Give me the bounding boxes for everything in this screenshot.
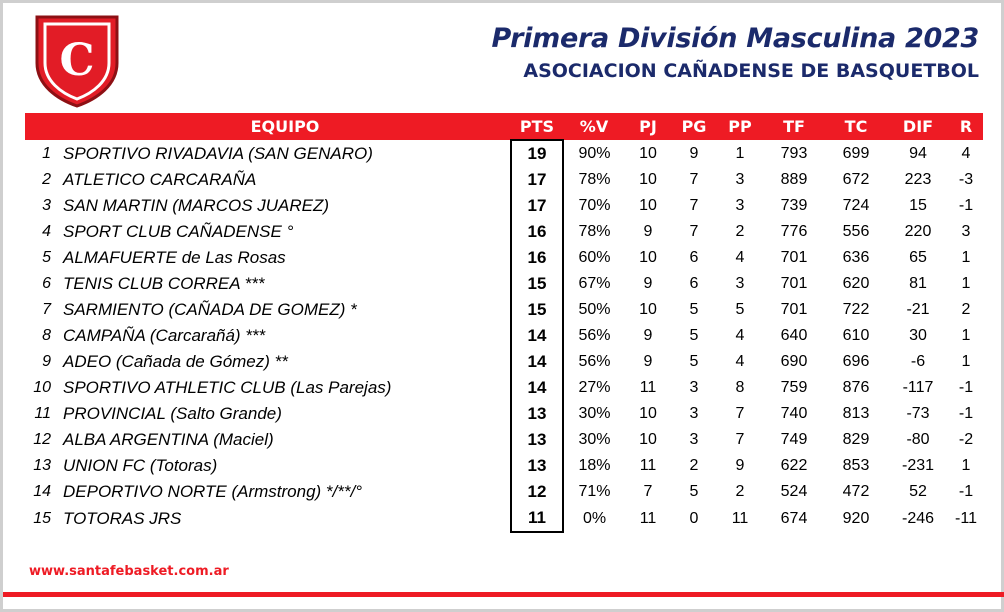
table-row (25, 349, 983, 375)
row-pts: 16 (511, 245, 563, 271)
row-tc: 696 (842, 353, 870, 370)
page-title: Primera División Masculina 2023 (491, 23, 979, 54)
row-tc: 724 (842, 197, 870, 214)
row-tc: 699 (842, 144, 870, 162)
row-pp: 7 (735, 431, 745, 448)
col-pg: PG (671, 113, 717, 140)
row-position: 1 (42, 144, 51, 162)
row-pj: 7 (643, 483, 653, 500)
row-team-name: ADEO (Cañada de Gómez) ** (63, 352, 288, 371)
row-pg: 0 (689, 509, 699, 527)
row-dif: -6 (910, 353, 926, 370)
row-pj: 9 (643, 223, 653, 240)
row-tc: 853 (842, 457, 870, 474)
standings-table-wrap (25, 113, 983, 533)
row-team-name: ATLETICO CARCARAÑA (63, 170, 257, 189)
col-win-pct: %V (563, 113, 625, 140)
row-pg: 3 (689, 405, 699, 422)
row-team-name: SPORTIVO ATHLETIC CLUB (Las Parejas) (63, 378, 392, 397)
row-pp: 4 (735, 327, 745, 344)
club-crest-icon (31, 13, 123, 109)
row-win-pct: 60% (578, 249, 611, 266)
row-pts: 16 (511, 219, 563, 245)
row-team-name: ALBA ARGENTINA (Maciel) (63, 430, 274, 449)
row-position: 11 (34, 405, 51, 422)
row-r: -3 (958, 171, 974, 188)
row-pg: 3 (689, 431, 699, 448)
row-r: -1 (958, 379, 974, 396)
row-pp: 3 (735, 171, 745, 188)
row-pj: 10 (639, 171, 657, 188)
row-position: 3 (42, 197, 51, 214)
row-win-pct: 18% (578, 457, 611, 474)
table-row (25, 167, 983, 193)
row-tc: 610 (842, 327, 870, 344)
row-pts: 17 (511, 193, 563, 219)
row-dif: -80 (906, 431, 930, 448)
col-dif: DIF (887, 113, 949, 140)
row-r: -11 (955, 509, 977, 527)
row-pj: 9 (643, 275, 653, 292)
row-pp: 4 (735, 249, 745, 266)
col-position (25, 113, 59, 140)
row-win-pct: 71% (578, 483, 611, 500)
row-tf: 793 (780, 144, 808, 162)
row-dif: 15 (909, 197, 927, 214)
row-tc: 556 (842, 223, 870, 240)
row-position: 15 (33, 509, 51, 527)
row-pj: 11 (639, 457, 657, 474)
col-r: R (949, 113, 983, 140)
row-pj: 11 (639, 379, 657, 396)
row-pg: 5 (689, 483, 699, 500)
row-tf: 701 (780, 275, 808, 292)
row-r: 4 (961, 144, 971, 162)
row-win-pct: 56% (578, 353, 611, 370)
table-row (25, 505, 983, 532)
row-team-name: SPORTIVO RIVADAVIA (SAN GENARO) (63, 143, 373, 163)
svg-text:C: C (59, 35, 95, 86)
row-tc: 813 (842, 405, 870, 422)
row-pts: 13 (511, 401, 563, 427)
row-dif: -117 (902, 379, 934, 396)
row-tf: 524 (780, 483, 808, 500)
row-win-pct: 78% (578, 223, 611, 240)
row-pg: 7 (689, 171, 699, 188)
table-row (25, 245, 983, 271)
row-team-name: CAMPAÑA (Carcarañá) *** (63, 326, 266, 345)
row-pj: 10 (639, 431, 657, 448)
row-r: -1 (958, 405, 974, 422)
row-tc: 620 (842, 275, 870, 292)
page-subtitle: ASOCIACION CAÑADENSE DE BASQUETBOL (523, 60, 979, 82)
row-r: 2 (961, 301, 971, 318)
website-link[interactable]: www.santafebasket.com.ar (29, 564, 229, 579)
row-team-name: UNION FC (Totoras) (63, 456, 218, 475)
row-pj: 9 (643, 353, 653, 370)
row-dif: 52 (909, 483, 927, 500)
row-r: -2 (958, 431, 974, 448)
row-position: 5 (42, 249, 51, 266)
row-pp: 1 (735, 144, 745, 162)
page-header (3, 3, 1001, 109)
row-dif: -231 (901, 457, 935, 474)
row-tc: 829 (842, 431, 870, 448)
title-block (491, 23, 979, 82)
table-row (25, 401, 983, 427)
row-tf: 776 (780, 223, 808, 240)
row-pts: 13 (511, 427, 563, 453)
row-tf: 701 (780, 249, 808, 266)
row-tc: 636 (842, 249, 870, 266)
row-pj: 10 (639, 197, 657, 214)
row-dif: -73 (906, 405, 930, 422)
table-body (25, 140, 983, 532)
row-tf: 622 (780, 457, 808, 474)
row-position: 10 (33, 379, 51, 396)
row-win-pct: 70% (578, 197, 611, 214)
table-row (25, 453, 983, 479)
row-position: 8 (42, 327, 51, 344)
row-pg: 9 (689, 144, 699, 162)
row-pg: 5 (689, 353, 699, 370)
row-position: 4 (42, 223, 51, 240)
col-pp: PP (717, 113, 763, 140)
row-dif: -21 (906, 301, 930, 318)
col-pj: PJ (625, 113, 671, 140)
row-pj: 11 (639, 509, 657, 527)
row-dif: -246 (901, 509, 935, 527)
footer-red-bar (3, 592, 1004, 597)
table-row (25, 375, 983, 401)
row-r: 1 (961, 457, 971, 474)
row-pg: 5 (689, 327, 699, 344)
row-dif: 81 (909, 275, 927, 292)
row-pts: 14 (511, 323, 563, 349)
col-tf: TF (763, 113, 825, 140)
row-pp: 2 (735, 223, 745, 240)
row-dif: 65 (909, 249, 927, 266)
standings-table (25, 113, 984, 533)
row-pp: 8 (735, 379, 745, 396)
row-tc: 876 (842, 379, 870, 396)
row-tf: 749 (780, 431, 808, 448)
row-team-name: SARMIENTO (CAÑADA DE GOMEZ) * (63, 300, 357, 319)
row-dif: 94 (909, 144, 927, 162)
row-team-name: TOTORAS JRS (63, 508, 182, 528)
col-pts: PTS (511, 113, 563, 140)
row-pg: 7 (689, 197, 699, 214)
row-pj: 10 (639, 405, 657, 422)
row-pg: 6 (689, 275, 699, 292)
row-r: -1 (958, 197, 974, 214)
row-win-pct: 50% (578, 301, 611, 318)
row-tf: 740 (780, 405, 808, 422)
row-dif: 30 (909, 327, 927, 344)
row-position: 13 (33, 457, 51, 474)
row-pts: 14 (511, 375, 563, 401)
row-win-pct: 27% (578, 379, 611, 396)
row-win-pct: 90% (578, 144, 611, 162)
row-win-pct: 78% (578, 171, 611, 188)
row-pts: 11 (511, 505, 563, 532)
row-tf: 889 (780, 171, 808, 188)
row-position: 14 (33, 483, 51, 500)
row-tf: 690 (780, 353, 808, 370)
row-pp: 4 (735, 353, 745, 370)
row-position: 9 (42, 353, 51, 370)
row-pts: 15 (511, 271, 563, 297)
row-pj: 9 (643, 327, 653, 344)
row-r: 3 (961, 223, 971, 240)
row-pg: 6 (689, 249, 699, 266)
row-team-name: DEPORTIVO NORTE (Armstrong) */**/° (63, 482, 363, 501)
col-tc: TC (825, 113, 887, 140)
row-r: 1 (961, 353, 971, 370)
row-win-pct: 56% (578, 327, 611, 344)
row-r: -1 (958, 483, 974, 500)
row-team-name: PROVINCIAL (Salto Grande) (63, 404, 282, 423)
row-pg: 3 (689, 379, 699, 396)
row-pp: 7 (735, 405, 745, 422)
row-pp: 3 (735, 275, 745, 292)
row-pg: 7 (689, 223, 699, 240)
row-pts: 12 (511, 479, 563, 505)
row-r: 1 (961, 327, 971, 344)
row-tc: 722 (842, 301, 870, 318)
row-team-name: TENIS CLUB CORREA *** (63, 274, 265, 293)
table-header-row (25, 113, 983, 140)
row-pp: 2 (735, 483, 745, 500)
row-win-pct: 30% (578, 431, 611, 448)
table-row (25, 297, 983, 323)
row-win-pct: 67% (578, 275, 611, 292)
row-pp: 5 (735, 301, 745, 318)
row-pj: 10 (639, 249, 657, 266)
col-team: EQUIPO (59, 113, 511, 140)
row-tf: 739 (780, 197, 808, 214)
row-win-pct: 0% (582, 509, 607, 527)
row-team-name: SAN MARTIN (MARCOS JUAREZ) (63, 196, 330, 215)
row-position: 7 (42, 301, 51, 318)
row-tf: 640 (780, 327, 808, 344)
row-tf: 701 (780, 301, 808, 318)
row-tf: 674 (780, 509, 808, 527)
table-row (25, 323, 983, 349)
row-tc: 472 (842, 483, 870, 500)
row-position: 6 (42, 275, 51, 292)
table-row (25, 219, 983, 245)
row-dif: 223 (904, 171, 932, 188)
table-row (25, 479, 983, 505)
row-pp: 9 (735, 457, 745, 474)
table-row (25, 193, 983, 219)
row-pts: 13 (511, 453, 563, 479)
row-tc: 920 (842, 509, 870, 527)
row-pg: 5 (689, 301, 699, 318)
row-win-pct: 30% (578, 405, 611, 422)
row-r: 1 (961, 275, 971, 292)
row-r: 1 (961, 249, 971, 266)
row-pp: 3 (735, 197, 745, 214)
table-row (25, 140, 983, 167)
row-tc: 672 (842, 171, 870, 188)
row-team-name: ALMAFUERTE de Las Rosas (63, 248, 286, 267)
row-position: 12 (33, 431, 51, 448)
row-pts: 15 (511, 297, 563, 323)
table-row (25, 271, 983, 297)
table-row (25, 427, 983, 453)
row-pts: 14 (511, 349, 563, 375)
row-pts: 19 (511, 140, 563, 167)
row-pj: 10 (639, 301, 657, 318)
row-tf: 759 (780, 379, 808, 396)
row-team-name: SPORT CLUB CAÑADENSE ° (63, 222, 294, 241)
row-pg: 2 (689, 457, 699, 474)
row-pts: 17 (511, 167, 563, 193)
row-position: 2 (42, 171, 51, 188)
row-dif: 220 (904, 223, 932, 240)
row-pp: 11 (731, 509, 749, 527)
row-pj: 10 (639, 144, 657, 162)
